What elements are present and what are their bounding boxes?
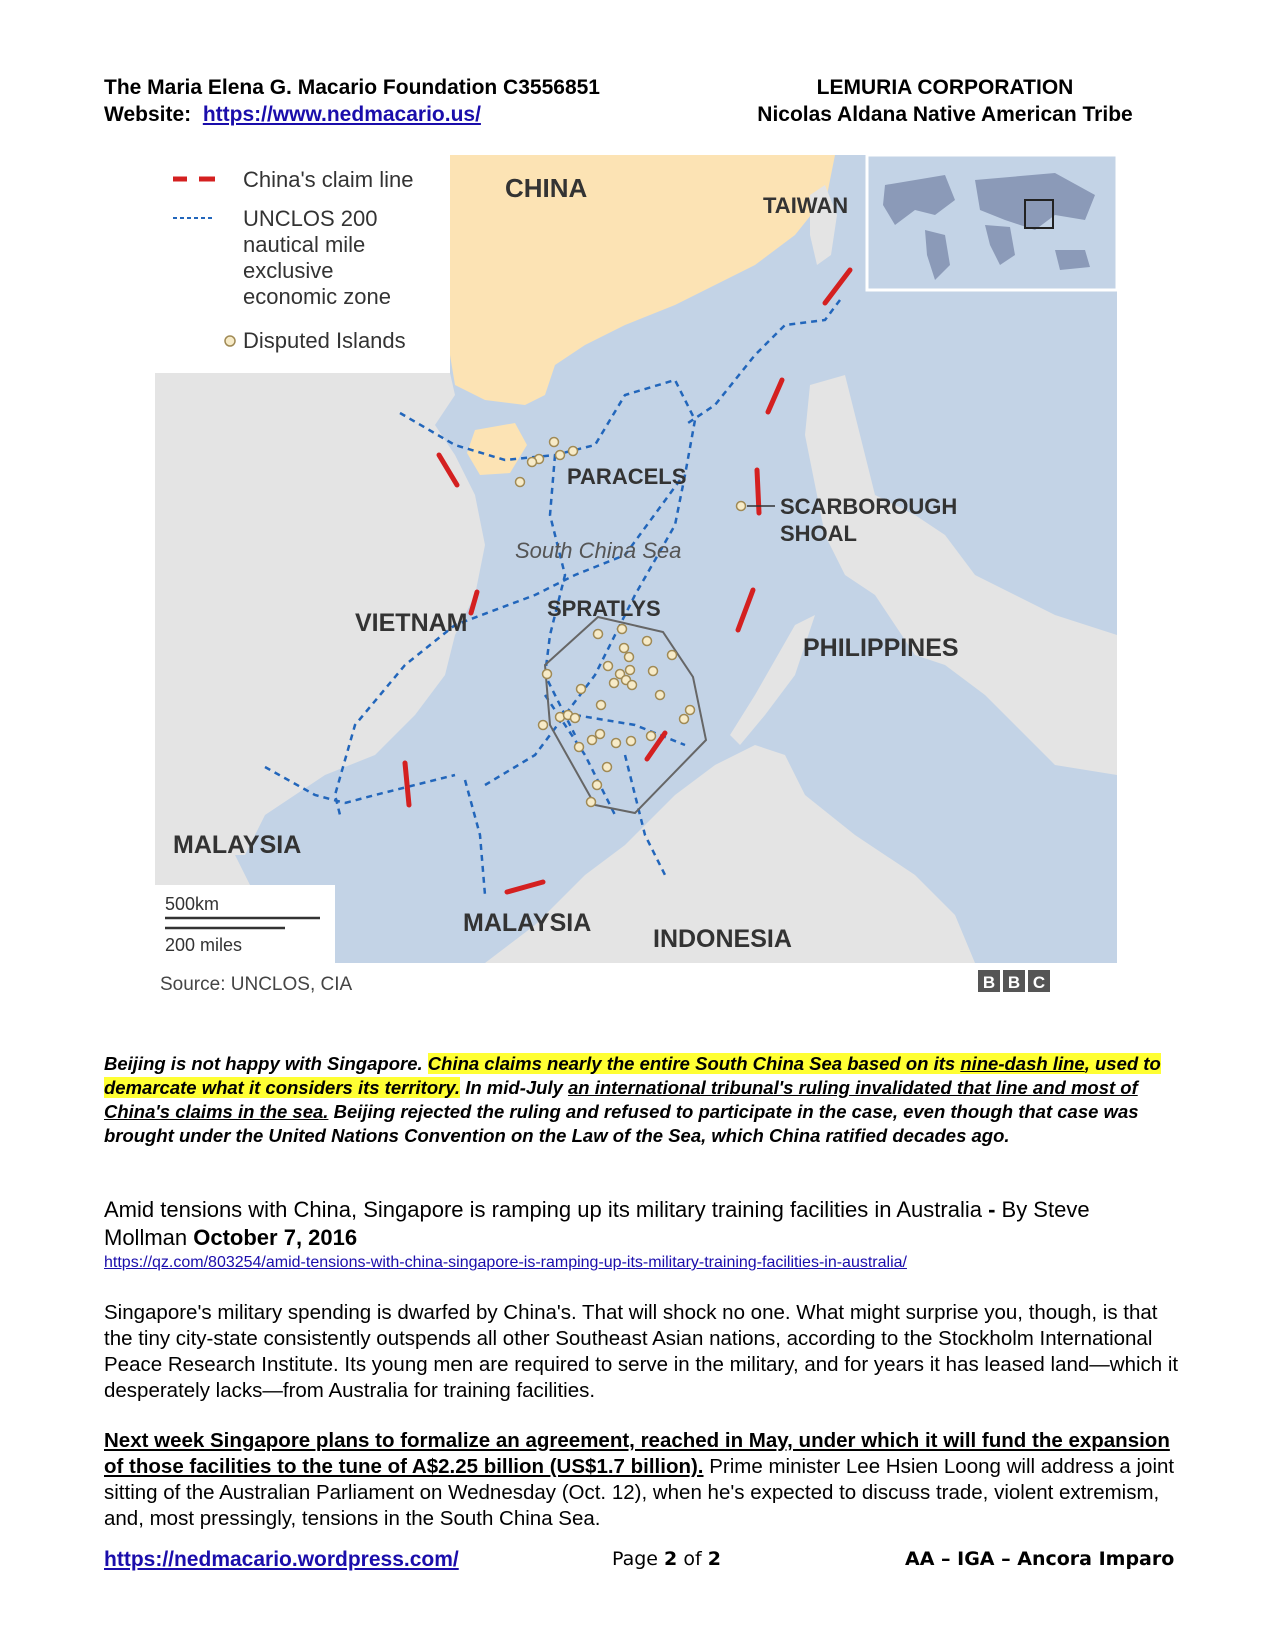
caption-end: Beijing rejected the ruling and refused to participate in the case, even though that case was brought under the United Nations Convention on the Law of the Sea, which China ratified decades ago. xyxy=(104,1101,1139,1146)
paragraph-2-bold: Next week Singapore plans to formalize an agreement, reached in May, under which it will fund the expansion of those facilities to the tune of A$2.25 billion (US$1.7 billion). xyxy=(104,1429,1170,1478)
caption-tribunal: an international tribunal's ruling invalidated that line and most of China's claims in the sea. xyxy=(104,1077,1138,1122)
website-label: Website: xyxy=(104,103,192,126)
label-philippines: PHILIPPINES xyxy=(803,634,959,662)
article-headline: Amid tensions with China, Singapore is ramping up its military training facilities in Australia - By Steve Mollman October 7, 2016 xyxy=(104,1197,1090,1250)
label-indonesia: INDONESIA xyxy=(653,925,792,953)
legend-unclos-4: economic zone xyxy=(243,284,391,309)
legend-unclos-1: UNCLOS 200 xyxy=(243,206,378,231)
caption-highlight: China claims nearly the entire South China Sea based on its nine-dash line, used to demarcate what it considers its territory. xyxy=(104,1053,1161,1098)
legend-unclos-3: exclusive xyxy=(243,258,334,283)
south-china-sea-map xyxy=(155,155,1117,1015)
svg-text:C: C xyxy=(1032,973,1046,992)
map-caption xyxy=(104,1052,1176,1148)
label-scarborough-2: SHOAL xyxy=(780,521,857,546)
svg-text:B: B xyxy=(1007,973,1021,992)
disputed-legend-icon xyxy=(225,336,235,346)
footer-link[interactable]: https://nedmacario.wordpress.com/ xyxy=(104,1548,459,1571)
caption-mid: In mid-July xyxy=(460,1077,569,1098)
article-paragraph-1: Singapore's military spending is dwarfed by China's. That will shock no one. What might surprise you, though, is that the tiny city-state consistently outspends all other Southeast Asian nations, according to the Stockholm International Peace Research Institute. Its young men are required to serve in the military, and for years it has leased land—which it desperately lacks—from Australia for training facilities. xyxy=(104,1301,1179,1402)
corporation-name: LEMURIA CORPORATION xyxy=(816,76,1074,99)
label-malaysia-west: MALAYSIA xyxy=(173,831,302,859)
header-left xyxy=(104,74,600,128)
legend-unclos-2: nautical mile xyxy=(243,232,366,257)
legend-disputed: Disputed Islands xyxy=(243,328,406,353)
scale-km: 500km xyxy=(165,894,220,914)
label-spratlys: SPRATLYS xyxy=(547,596,661,621)
article-byline: By Steve Mollman xyxy=(104,1197,1090,1250)
label-paracels: PARACELS xyxy=(567,464,687,489)
footer-motto: AA – IGA – Ancora Imparo xyxy=(905,1548,1175,1570)
svg-text:B: B xyxy=(982,973,996,992)
article-date: October 7, 2016 xyxy=(193,1225,358,1250)
label-vietnam: VIETNAM xyxy=(355,609,468,637)
caption-intro: Beijing is not happy with Singapore. xyxy=(104,1053,428,1074)
label-china: CHINA xyxy=(505,173,588,203)
label-south-china-sea: South China Sea xyxy=(515,538,682,563)
label-taiwan: TAIWAN xyxy=(763,193,849,218)
legend-claim-line: China's claim line xyxy=(243,167,414,192)
website-link[interactable]: https://www.nedmacario.us/ xyxy=(202,103,481,126)
world-inset-map xyxy=(867,155,1117,290)
label-malaysia-east: MALAYSIA xyxy=(463,909,592,937)
tribe-name: Nicolas Aldana Native American Tribe xyxy=(757,103,1133,126)
map-source: Source: UNCLOS, CIA xyxy=(160,974,353,995)
foundation-name: The Maria Elena G. Macario Foundation C3556851 xyxy=(104,76,600,99)
header-right xyxy=(720,74,1170,128)
page-number: Page 2 of 2 xyxy=(612,1548,721,1570)
article-title: Amid tensions with China, Singapore is ramping up its military training facilities in Australia xyxy=(104,1197,982,1222)
bbc-logo xyxy=(978,970,1050,992)
article-paragraph-2: Next week Singapore plans to formalize an agreement, reached in May, under which it will fund the expansion of those facilities to the tune of A$2.25 billion (US$1.7 billion). Prime minister Lee Hsien Loong will address a joint sitting of the Australian Parliament on Wednesday (Oct. 12), when he's expected to discuss trade, violent extremism, and, most pressingly, tensions in the South China Sea. xyxy=(104,1429,1175,1530)
article-url[interactable]: https://qz.com/803254/amid-tensions-with-china-singapore-is-ramping-up-its-military-training-facilities-in-australia/ xyxy=(104,1254,907,1271)
label-scarborough-1: SCARBOROUGH xyxy=(780,494,958,519)
scale-miles: 200 miles xyxy=(165,935,243,955)
